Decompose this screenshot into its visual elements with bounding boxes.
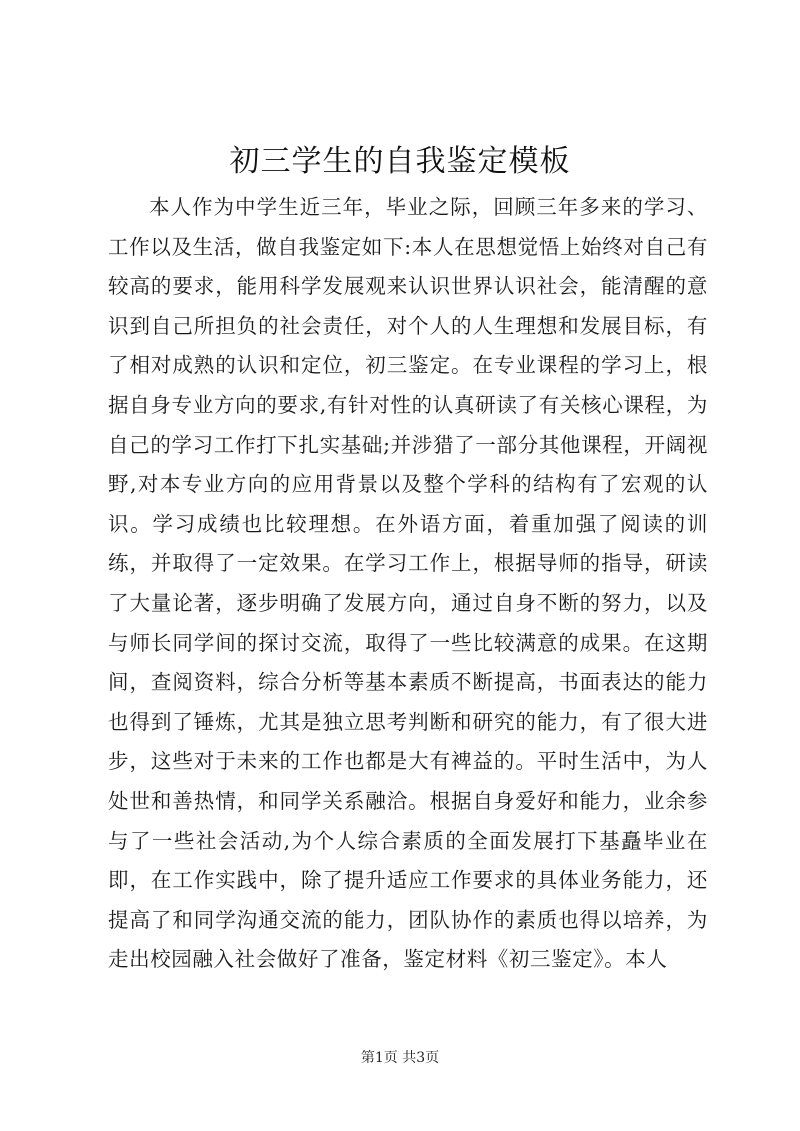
document-body-paragraph: 本人作为中学生近三年，毕业之际，回顾三年多来的学习、工作以及生活，做自我鉴定如下:本人在思想觉悟上始终对自己有较高的要求，能用科学发展观来认识世界认识社会，能清醒的意识到自己所担负的社会责任，对个人的人生理想和发展目标，有了相对成熟的认识和定位，初三鉴定。在专业课程的学习上，根据自身专业方向的要求,有针对性的认真研读了有关核心课程，为自己的学习工作打下扎实基础;并涉猎了一部分其他课程，开阔视野,对本专业方向的应用背景以及整个学科的结构有了宏观的认识。学习成绩也比较理想。在外语方面，着重加强了阅读的训练，并取得了一定效果。在学习工作上，根据导师的指导，研读了大量论著，逐步明确了发展方向，通过自身不断的努力，以及与师长同学间的探讨交流，取得了一些比较满意的成果。在这期间，查阅资料，综合分析等基本素质不断提高，书面表达的能力也得到了锤炼，尤其是独立思考判断和研究的能力，有了很大进步，这些对于未来的工作也都是大有裨益的。平时生活中，为人处世和善热情，和同学关系融洽。根据自身爱好和能力，业余参与了一些社会活动,为个人综合素质的全面发展打下基矗毕业在即，在工作实践中，除了提升适应工作要求的具体业务能力，还提高了和同学沟通交流的能力，团队协作的素质也得以培养，为走出校园融入社会做好了准备，鉴定材料《初三鉴定》。本人 [108, 195, 708, 972]
document-title: 初三学生的自我鉴定模板 [229, 144, 571, 179]
page-footer: 第1页 共3页 [360, 1050, 440, 1066]
